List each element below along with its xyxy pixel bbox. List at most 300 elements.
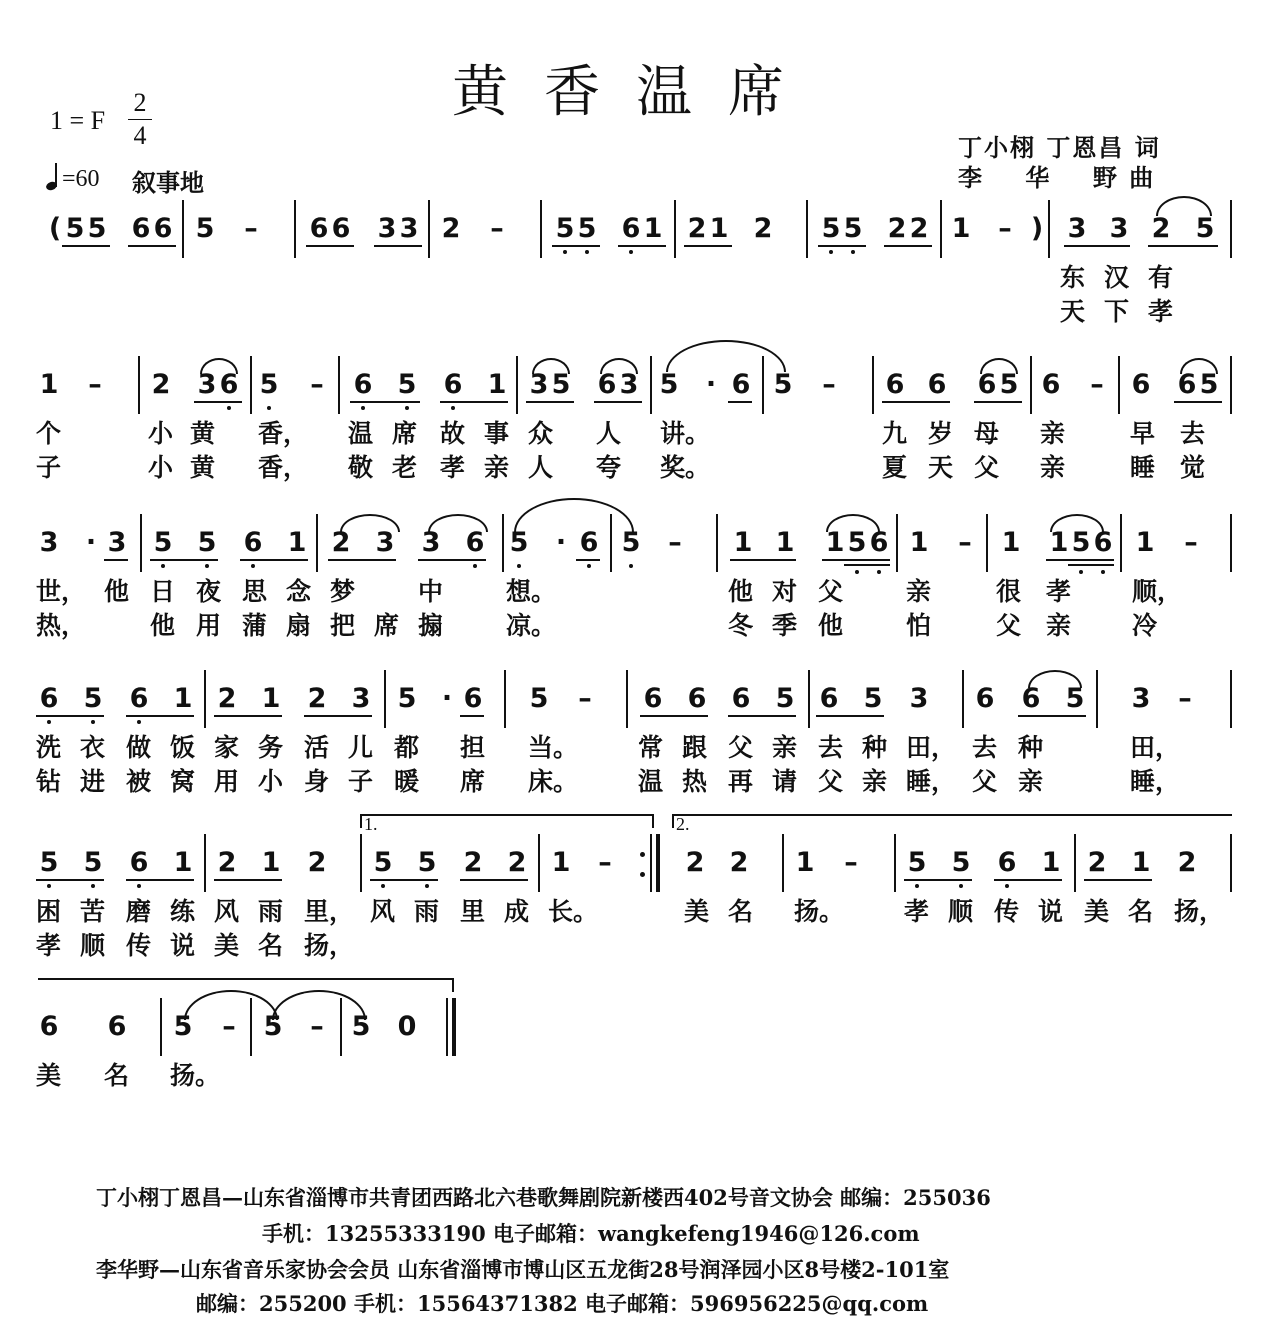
note: 1 xyxy=(909,527,929,558)
note: 5 xyxy=(950,848,972,878)
lyric-syllable: 夏 xyxy=(882,453,908,482)
lower-octave-dot xyxy=(587,564,591,568)
note: · xyxy=(441,683,453,714)
lower-octave-dot xyxy=(361,406,365,410)
note: 1 xyxy=(1131,847,1151,878)
lyric-syllable: 香， xyxy=(258,419,309,448)
eighth-beam xyxy=(994,879,1062,881)
barline xyxy=(626,670,628,728)
lyric-syllable: 下 xyxy=(1104,297,1130,326)
lyric-syllable: 雨 xyxy=(258,897,284,926)
lyric-syllable: 念 xyxy=(286,577,312,606)
note: 5 xyxy=(846,528,868,558)
lyric-syllable: 田， xyxy=(906,733,957,762)
lower-octave-dot xyxy=(137,884,141,888)
barline xyxy=(894,834,896,892)
lyric-syllable: 雨 xyxy=(414,897,440,926)
barline xyxy=(1048,200,1050,258)
lyric-syllable: 传 xyxy=(126,931,152,960)
note: 1 xyxy=(487,369,507,400)
lyric-syllable: 父 xyxy=(818,767,844,796)
eighth-beam xyxy=(104,559,128,561)
lyric-syllable: 搧 xyxy=(418,611,444,640)
lower-octave-dot xyxy=(405,406,409,410)
lyric-syllable: 孝 xyxy=(440,453,466,482)
note: 6 xyxy=(643,683,663,714)
note: · xyxy=(85,527,97,558)
lyric-syllable: 美 xyxy=(684,897,710,926)
lyric-syllable: 香， xyxy=(258,453,309,482)
lyric-syllable: 钻 xyxy=(36,767,62,796)
note: 6 xyxy=(731,369,751,400)
lyric-syllable: 人 xyxy=(596,419,622,448)
repeat-dot xyxy=(640,872,645,877)
lyric-syllable: 亲 xyxy=(1018,767,1044,796)
note: 6 xyxy=(687,683,707,714)
barline xyxy=(204,834,206,892)
note: 3 xyxy=(107,527,127,558)
expression-marking: 叙事地 xyxy=(132,169,204,197)
lyric-syllable: 九 xyxy=(882,419,908,448)
lyric-syllable: 热 xyxy=(682,767,708,796)
note: 3 xyxy=(1109,213,1129,244)
footer-lyricist-contact: 手机：13255333190 电子邮箱：wangkefeng1946@126.com xyxy=(262,1221,920,1246)
lower-octave-dot xyxy=(517,564,521,568)
lyric-syllable: 名 xyxy=(104,1061,130,1090)
lower-octave-dot xyxy=(267,406,271,410)
lyric-syllable: 扬， xyxy=(304,931,355,960)
eighth-beam xyxy=(374,245,422,247)
lower-octave-dot xyxy=(47,884,51,888)
slur xyxy=(826,514,880,532)
note: 5 xyxy=(258,370,280,400)
eighth-beam xyxy=(904,879,972,881)
note: 1 xyxy=(1135,527,1155,558)
lyric-syllable: 他 xyxy=(150,611,176,640)
lyric-syllable: 东 xyxy=(1060,263,1086,292)
lower-octave-dot xyxy=(451,406,455,410)
eighth-beam xyxy=(460,715,484,717)
note: – xyxy=(998,213,1012,244)
note: 0 xyxy=(397,1011,417,1042)
time-signature-top: 2 xyxy=(133,88,147,117)
eighth-beam xyxy=(974,401,1022,403)
note: 5 xyxy=(508,528,530,558)
lyric-syllable: 家 xyxy=(214,733,240,762)
eighth-beam xyxy=(370,879,438,881)
note: 3 xyxy=(375,527,395,558)
lower-octave-dot xyxy=(915,884,919,888)
lyric-syllable: 夸 xyxy=(596,453,622,482)
eighth-beam xyxy=(240,559,308,561)
note: 5 xyxy=(554,214,576,244)
eighth-beam xyxy=(730,559,796,561)
lower-octave-dot xyxy=(425,884,429,888)
barline xyxy=(986,514,988,572)
note: 1 xyxy=(261,683,281,714)
key-signature: 1 = F xyxy=(50,106,106,135)
note: 2 xyxy=(687,213,707,244)
lyric-syllable: 温 xyxy=(638,767,664,796)
lyric-syllable: 衣 xyxy=(80,733,106,762)
slur xyxy=(600,358,638,374)
note: – xyxy=(598,847,612,878)
lyric-syllable: 磨 xyxy=(126,897,152,926)
lyric-syllable: 睡， xyxy=(906,767,957,796)
note: 2 xyxy=(217,683,237,714)
note: ) xyxy=(1030,213,1044,244)
note: 5 xyxy=(1065,683,1085,714)
lower-octave-dot xyxy=(47,720,51,724)
eighth-beam xyxy=(618,245,666,247)
note: 2 xyxy=(307,847,327,878)
barline xyxy=(294,200,296,258)
eighth-beam xyxy=(328,559,396,561)
lyric-syllable: 他 xyxy=(818,611,844,640)
eighth-beam xyxy=(594,401,642,403)
note: – xyxy=(844,847,858,878)
lyric-syllable: 中 xyxy=(418,577,444,606)
lyric-syllable: 去 xyxy=(818,733,844,762)
lyric-syllable: 风 xyxy=(214,897,240,926)
lyric-syllable: 觉 xyxy=(1180,453,1206,482)
slur xyxy=(514,498,634,532)
lyric-syllable: 顺， xyxy=(1132,577,1183,606)
eighth-beam xyxy=(150,559,218,561)
lower-octave-dot xyxy=(959,884,963,888)
repeat-barline-thin xyxy=(650,834,652,892)
note: 6 xyxy=(1041,369,1061,400)
lyricist-credit: 丁小栩 丁恩昌 词 xyxy=(958,134,1161,162)
tempo-value: =60 xyxy=(62,166,100,192)
slur xyxy=(1180,358,1218,374)
time-signature-divider xyxy=(128,119,152,120)
note: 2 xyxy=(1151,213,1171,244)
lyric-syllable: 梦 xyxy=(330,577,356,606)
note: 6 xyxy=(463,683,483,714)
note: 3 xyxy=(197,369,217,400)
note: 6 xyxy=(996,848,1018,878)
lyric-syllable: 把 xyxy=(330,611,356,640)
note: 6 xyxy=(38,684,60,714)
lyric-syllable: 席 xyxy=(460,767,486,796)
eighth-beam xyxy=(1046,559,1114,561)
sixteenth-beam xyxy=(1068,564,1114,566)
lyric-syllable: 思 xyxy=(242,577,268,606)
eighth-beam xyxy=(822,559,890,561)
eighth-beam xyxy=(576,559,600,561)
lyric-syllable: 担 xyxy=(460,733,486,762)
lower-octave-dot xyxy=(137,720,141,724)
lyric-syllable: 冬 xyxy=(728,611,754,640)
note: 6 xyxy=(128,684,150,714)
barline xyxy=(1120,514,1122,572)
eighth-beam xyxy=(818,245,866,247)
lyric-syllable: 母 xyxy=(974,419,1000,448)
lyric-syllable: 练 xyxy=(170,897,196,926)
barline xyxy=(504,670,506,728)
note: 6 xyxy=(620,214,642,244)
note: 2 xyxy=(441,213,461,244)
note: – xyxy=(958,527,972,558)
eighth-beam xyxy=(640,715,708,717)
note: – xyxy=(1178,683,1192,714)
note: 1 xyxy=(287,527,307,558)
lyric-syllable: 父 xyxy=(818,577,844,606)
lyric-syllable: 孝 xyxy=(904,897,930,926)
lyric-syllable: 扬。 xyxy=(794,897,845,926)
lyric-syllable: 温 xyxy=(348,419,374,448)
first-ending-label: 1. xyxy=(364,814,378,834)
note: 5 xyxy=(372,848,394,878)
note: – xyxy=(822,369,836,400)
barline xyxy=(316,514,318,572)
lyric-syllable: 奖。 xyxy=(660,453,711,482)
note: 2 xyxy=(463,847,483,878)
lyric-syllable: 孝 xyxy=(36,931,62,960)
lyric-syllable: 都 xyxy=(394,733,420,762)
eighth-beam xyxy=(128,245,176,247)
lower-octave-dot xyxy=(91,884,95,888)
note: 2 xyxy=(685,847,705,878)
note: 5 xyxy=(416,848,438,878)
note: 3 xyxy=(377,213,397,244)
eighth-beam xyxy=(552,245,600,247)
note: 6 xyxy=(1092,528,1114,558)
note: 5 xyxy=(351,1011,371,1042)
note: – xyxy=(668,527,682,558)
note: – xyxy=(1184,527,1198,558)
lyric-syllable: 说 xyxy=(1038,897,1064,926)
composer-credit: 李 华 野 曲 xyxy=(958,164,1156,192)
eighth-beam xyxy=(1148,245,1218,247)
note: 6 xyxy=(442,370,464,400)
lyric-syllable: 亲 xyxy=(772,733,798,762)
barline xyxy=(808,670,810,728)
lower-octave-dot xyxy=(1079,570,1083,574)
lyric-syllable: 早 xyxy=(1130,419,1156,448)
lyric-syllable: 事 xyxy=(484,419,510,448)
note: 6 xyxy=(819,683,839,714)
note: 6 xyxy=(977,369,997,400)
note: 6 xyxy=(927,369,947,400)
note: 6 xyxy=(578,528,600,558)
lyric-syllable: 被 xyxy=(126,767,152,796)
time-signature-bottom: 4 xyxy=(133,121,147,150)
note: 3 xyxy=(1067,213,1087,244)
lyric-syllable: 名 xyxy=(1128,897,1154,926)
note: 3 xyxy=(619,369,639,400)
lyric-syllable: 父 xyxy=(728,733,754,762)
note: 1 xyxy=(733,527,753,558)
eighth-beam xyxy=(1084,879,1152,881)
lyric-syllable: 父 xyxy=(972,767,998,796)
note: 5 xyxy=(397,683,417,714)
lyric-syllable: 活 xyxy=(304,733,330,762)
barline xyxy=(962,670,964,728)
lyric-syllable: 黄 xyxy=(190,419,216,448)
barline xyxy=(872,356,874,414)
note: 6 xyxy=(597,369,617,400)
lyric-syllable: 怕 xyxy=(906,611,932,640)
lyric-syllable: 务 xyxy=(258,733,284,762)
lyric-syllable: 困 xyxy=(36,897,62,926)
note: 1 xyxy=(1001,527,1021,558)
barline xyxy=(140,514,142,572)
note: 5 xyxy=(152,528,174,558)
eighth-beam xyxy=(126,715,194,717)
slur xyxy=(200,358,238,374)
barline xyxy=(650,356,652,414)
lyric-syllable: 子 xyxy=(348,767,374,796)
lower-octave-dot xyxy=(473,564,477,568)
note: 6 xyxy=(868,528,890,558)
footer-lyricist-address: 丁小栩丁恩昌—山东省淄博市共青团西路北六巷歌舞剧院新楼西402号音文协会 邮编：255036 xyxy=(96,1185,991,1210)
lyric-syllable: 天 xyxy=(1060,297,1086,326)
lyric-syllable: 再 xyxy=(728,767,754,796)
lyric-syllable: 长。 xyxy=(548,897,599,926)
lyric-syllable: 里 xyxy=(460,897,486,926)
lyric-syllable: 扬， xyxy=(1174,897,1225,926)
lyric-syllable: 世， xyxy=(36,577,87,606)
barline xyxy=(1230,200,1232,258)
barline xyxy=(1096,670,1098,728)
eighth-beam xyxy=(526,401,574,403)
note: 6 xyxy=(731,683,751,714)
barline xyxy=(1030,356,1032,414)
eighth-beam xyxy=(418,559,486,561)
lyric-syllable: 黄 xyxy=(190,453,216,482)
lyric-syllable: 洗 xyxy=(36,733,62,762)
note: 6 xyxy=(1177,369,1197,400)
final-barline-thick xyxy=(452,998,456,1056)
lower-octave-dot xyxy=(91,720,95,724)
lyric-syllable: 个 xyxy=(36,419,62,448)
lyric-syllable: 种 xyxy=(1018,733,1044,762)
note: 5 xyxy=(82,848,104,878)
eighth-beam xyxy=(126,879,194,881)
lyric-syllable: 用 xyxy=(214,767,240,796)
note: 3 xyxy=(529,369,549,400)
eighth-beam xyxy=(36,715,104,717)
lyric-syllable: 常 xyxy=(638,733,664,762)
note: 3 xyxy=(1131,683,1151,714)
lower-octave-dot xyxy=(629,564,633,568)
note: – xyxy=(222,1011,236,1042)
lyric-syllable: 孝 xyxy=(1148,297,1174,326)
lower-octave-dot xyxy=(227,406,231,410)
note: 5 xyxy=(906,848,928,878)
lyric-syllable: 他 xyxy=(728,577,754,606)
note: 5 xyxy=(842,214,864,244)
lyric-syllable: 做 xyxy=(126,733,152,762)
lyric-syllable: 说 xyxy=(170,931,196,960)
lyric-syllable: 子 xyxy=(36,453,62,482)
barline xyxy=(384,670,386,728)
note: 1 xyxy=(825,527,845,558)
lyric-syllable: 亲 xyxy=(906,577,932,606)
note: 5 xyxy=(820,214,842,244)
lyric-syllable: 天 xyxy=(928,453,954,482)
slur xyxy=(980,358,1018,374)
note: 5 xyxy=(195,213,215,244)
lower-octave-dot xyxy=(161,564,165,568)
barline xyxy=(160,998,162,1056)
note: 1 xyxy=(39,369,59,400)
eighth-beam xyxy=(350,401,420,403)
lyric-syllable: 身 xyxy=(304,767,330,796)
note: 5 xyxy=(38,848,60,878)
lower-octave-dot xyxy=(585,250,589,254)
lyric-syllable: 很 xyxy=(996,577,1022,606)
lyric-syllable: 席 xyxy=(392,419,418,448)
lyric-syllable: 亲 xyxy=(862,767,888,796)
eighth-beam xyxy=(884,245,932,247)
barline xyxy=(204,670,206,728)
barline xyxy=(138,356,140,414)
note: 6 xyxy=(153,213,173,244)
lyric-syllable: 用 xyxy=(196,611,222,640)
note: 6 xyxy=(131,213,151,244)
lyric-syllable: 进 xyxy=(80,767,106,796)
note: 3 xyxy=(421,527,441,558)
eighth-beam xyxy=(1174,401,1222,403)
barline xyxy=(182,200,184,258)
note: 5 xyxy=(620,528,642,558)
note: 2 xyxy=(887,213,907,244)
note: 1 xyxy=(795,847,815,878)
lower-octave-dot xyxy=(563,250,567,254)
eighth-beam xyxy=(214,879,282,881)
note: 5 xyxy=(773,369,793,400)
quarter-note-icon xyxy=(46,164,62,190)
note: 1 xyxy=(709,213,729,244)
slur xyxy=(272,990,366,1020)
note: 5 xyxy=(576,214,598,244)
lower-octave-dot xyxy=(851,250,855,254)
lyric-syllable: 凉。 xyxy=(506,611,557,640)
lyric-syllable: 讲。 xyxy=(660,419,711,448)
barline xyxy=(1230,834,1232,892)
lyric-syllable: 名 xyxy=(728,897,754,926)
note: – xyxy=(88,369,102,400)
note: 5 xyxy=(396,370,418,400)
barline xyxy=(940,200,942,258)
note: 6 xyxy=(1021,683,1041,714)
lyric-syllable: 扇 xyxy=(286,611,312,640)
note: 1 xyxy=(173,683,193,714)
lyric-syllable: 名 xyxy=(258,931,284,960)
eighth-beam xyxy=(304,715,372,717)
lyric-syllable: 美 xyxy=(1084,897,1110,926)
note: 5 xyxy=(173,1011,193,1042)
note: 5 xyxy=(999,369,1019,400)
note: 1 xyxy=(775,527,795,558)
barline xyxy=(1230,670,1232,728)
lyric-syllable: 席 xyxy=(374,611,400,640)
eighth-beam xyxy=(728,401,752,403)
note: 5 xyxy=(87,213,107,244)
barline xyxy=(516,356,518,414)
eighth-beam xyxy=(36,879,104,881)
barline xyxy=(538,834,540,892)
note: 6 xyxy=(128,848,150,878)
note: 1 xyxy=(261,847,281,878)
lyric-syllable: 众 xyxy=(528,419,554,448)
note: 6 xyxy=(331,213,351,244)
barline xyxy=(782,834,784,892)
lyric-syllable: 老 xyxy=(392,453,418,482)
